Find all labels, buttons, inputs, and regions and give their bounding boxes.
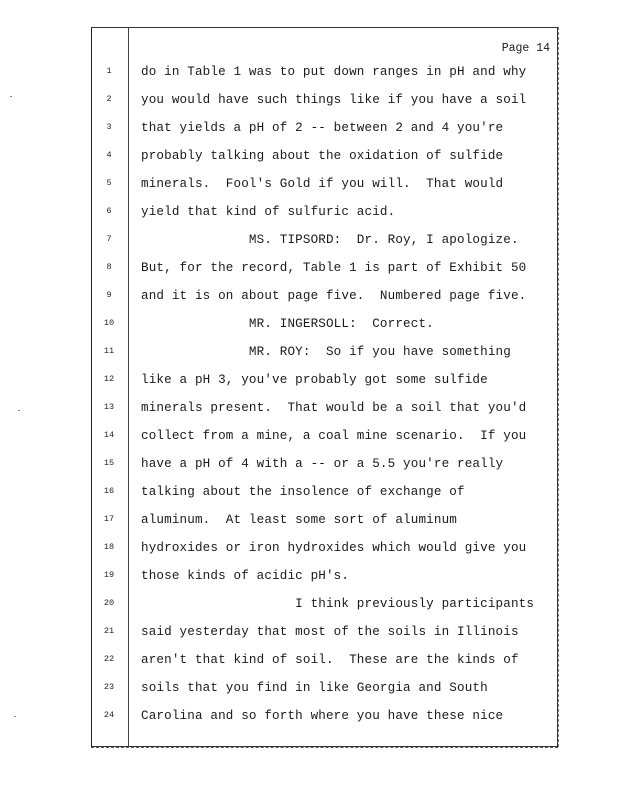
transcript-line [0,286,618,306]
transcript-line [0,258,618,278]
scan-speck [18,410,20,411]
transcript-line [0,482,618,502]
line-number: 22 [103,654,115,664]
page-number: Page 14 [501,42,550,55]
line-number: 21 [103,626,115,636]
line-number: 10 [103,318,115,328]
transcript-line [0,202,618,222]
scan-speck [14,716,16,717]
transcript-line [0,566,618,586]
line-number: 16 [103,486,115,496]
line-number: 1 [106,66,112,76]
line-text: But, for the record, Table 1 is part of Exhibit 50 [141,261,527,275]
transcript-line [0,398,618,418]
line-text: talking about the insolence of exchange of [141,485,465,499]
line-text: that yields a pH of 2 -- between 2 and 4 you're [141,121,504,135]
line-text: those kinds of acidic pH's. [141,569,350,583]
transcript-line [0,650,618,670]
transcript-line [0,62,618,82]
transcript-line [0,174,618,194]
line-number: 8 [106,262,112,272]
line-text: collect from a mine, a coal mine scenario. If you [141,429,527,443]
line-text: aren't that kind of soil. These are the kinds of [141,653,519,667]
line-number: 12 [103,374,115,384]
line-number: 4 [106,150,112,160]
line-number: 20 [103,598,115,608]
transcript-line [0,678,618,698]
line-number: 18 [103,542,115,552]
line-number: 19 [103,570,115,580]
transcript-line [0,538,618,558]
line-text: MS. TIPSORD: Dr. Roy, I apologize. [141,233,519,247]
line-number: 11 [103,346,115,356]
line-text: said yesterday that most of the soils in Illinois [141,625,519,639]
line-number: 5 [106,178,112,188]
transcript-line [0,454,618,474]
line-text: hydroxides or iron hydroxides which would give you [141,541,527,555]
transcript-line [0,146,618,166]
line-number: 9 [106,290,112,300]
line-text: I think previously participants [141,597,535,611]
transcript-line [0,90,618,110]
line-text: yield that kind of sulfuric acid. [141,205,396,219]
transcript-line [0,370,618,390]
line-number: 23 [103,682,115,692]
bottom-margin-rule [91,747,558,748]
line-text: MR. ROY: So if you have something [141,345,511,359]
line-text: and it is on about page five. Numbered page five. [141,289,527,303]
transcript-line [0,118,618,138]
line-number: 15 [103,458,115,468]
transcript-line [0,342,618,362]
line-text: minerals. Fool's Gold if you will. That would [141,177,504,191]
line-number: 6 [106,206,112,216]
line-number: 13 [103,402,115,412]
line-number: 2 [106,94,112,104]
line-text: soils that you find in like Georgia and South [141,681,488,695]
line-text: MR. INGERSOLL: Correct. [141,317,434,331]
line-text: aluminum. At least some sort of aluminum [141,513,458,527]
line-number: 3 [106,122,112,132]
transcript-line [0,314,618,334]
line-text: probably talking about the oxidation of sulfide [141,149,504,163]
line-text: have a pH of 4 with a -- or a 5.5 you're really [141,457,504,471]
transcript-line [0,706,618,726]
transcript-line [0,622,618,642]
transcript-line [0,510,618,530]
line-number: 24 [103,710,115,720]
line-number: 14 [103,430,115,440]
transcript-line [0,426,618,446]
line-text: you would have such things like if you have a soil [141,93,527,107]
line-number: 17 [103,514,115,524]
scan-speck [10,96,12,97]
line-text: minerals present. That would be a soil that you'd [141,401,527,415]
transcript-line [0,594,618,614]
line-number: 7 [106,234,112,244]
transcript-line [0,230,618,250]
line-text: like a pH 3, you've probably got some sulfide [141,373,488,387]
line-text: Carolina and so forth where you have these nice [141,709,504,723]
line-text: do in Table 1 was to put down ranges in pH and why [141,65,527,79]
